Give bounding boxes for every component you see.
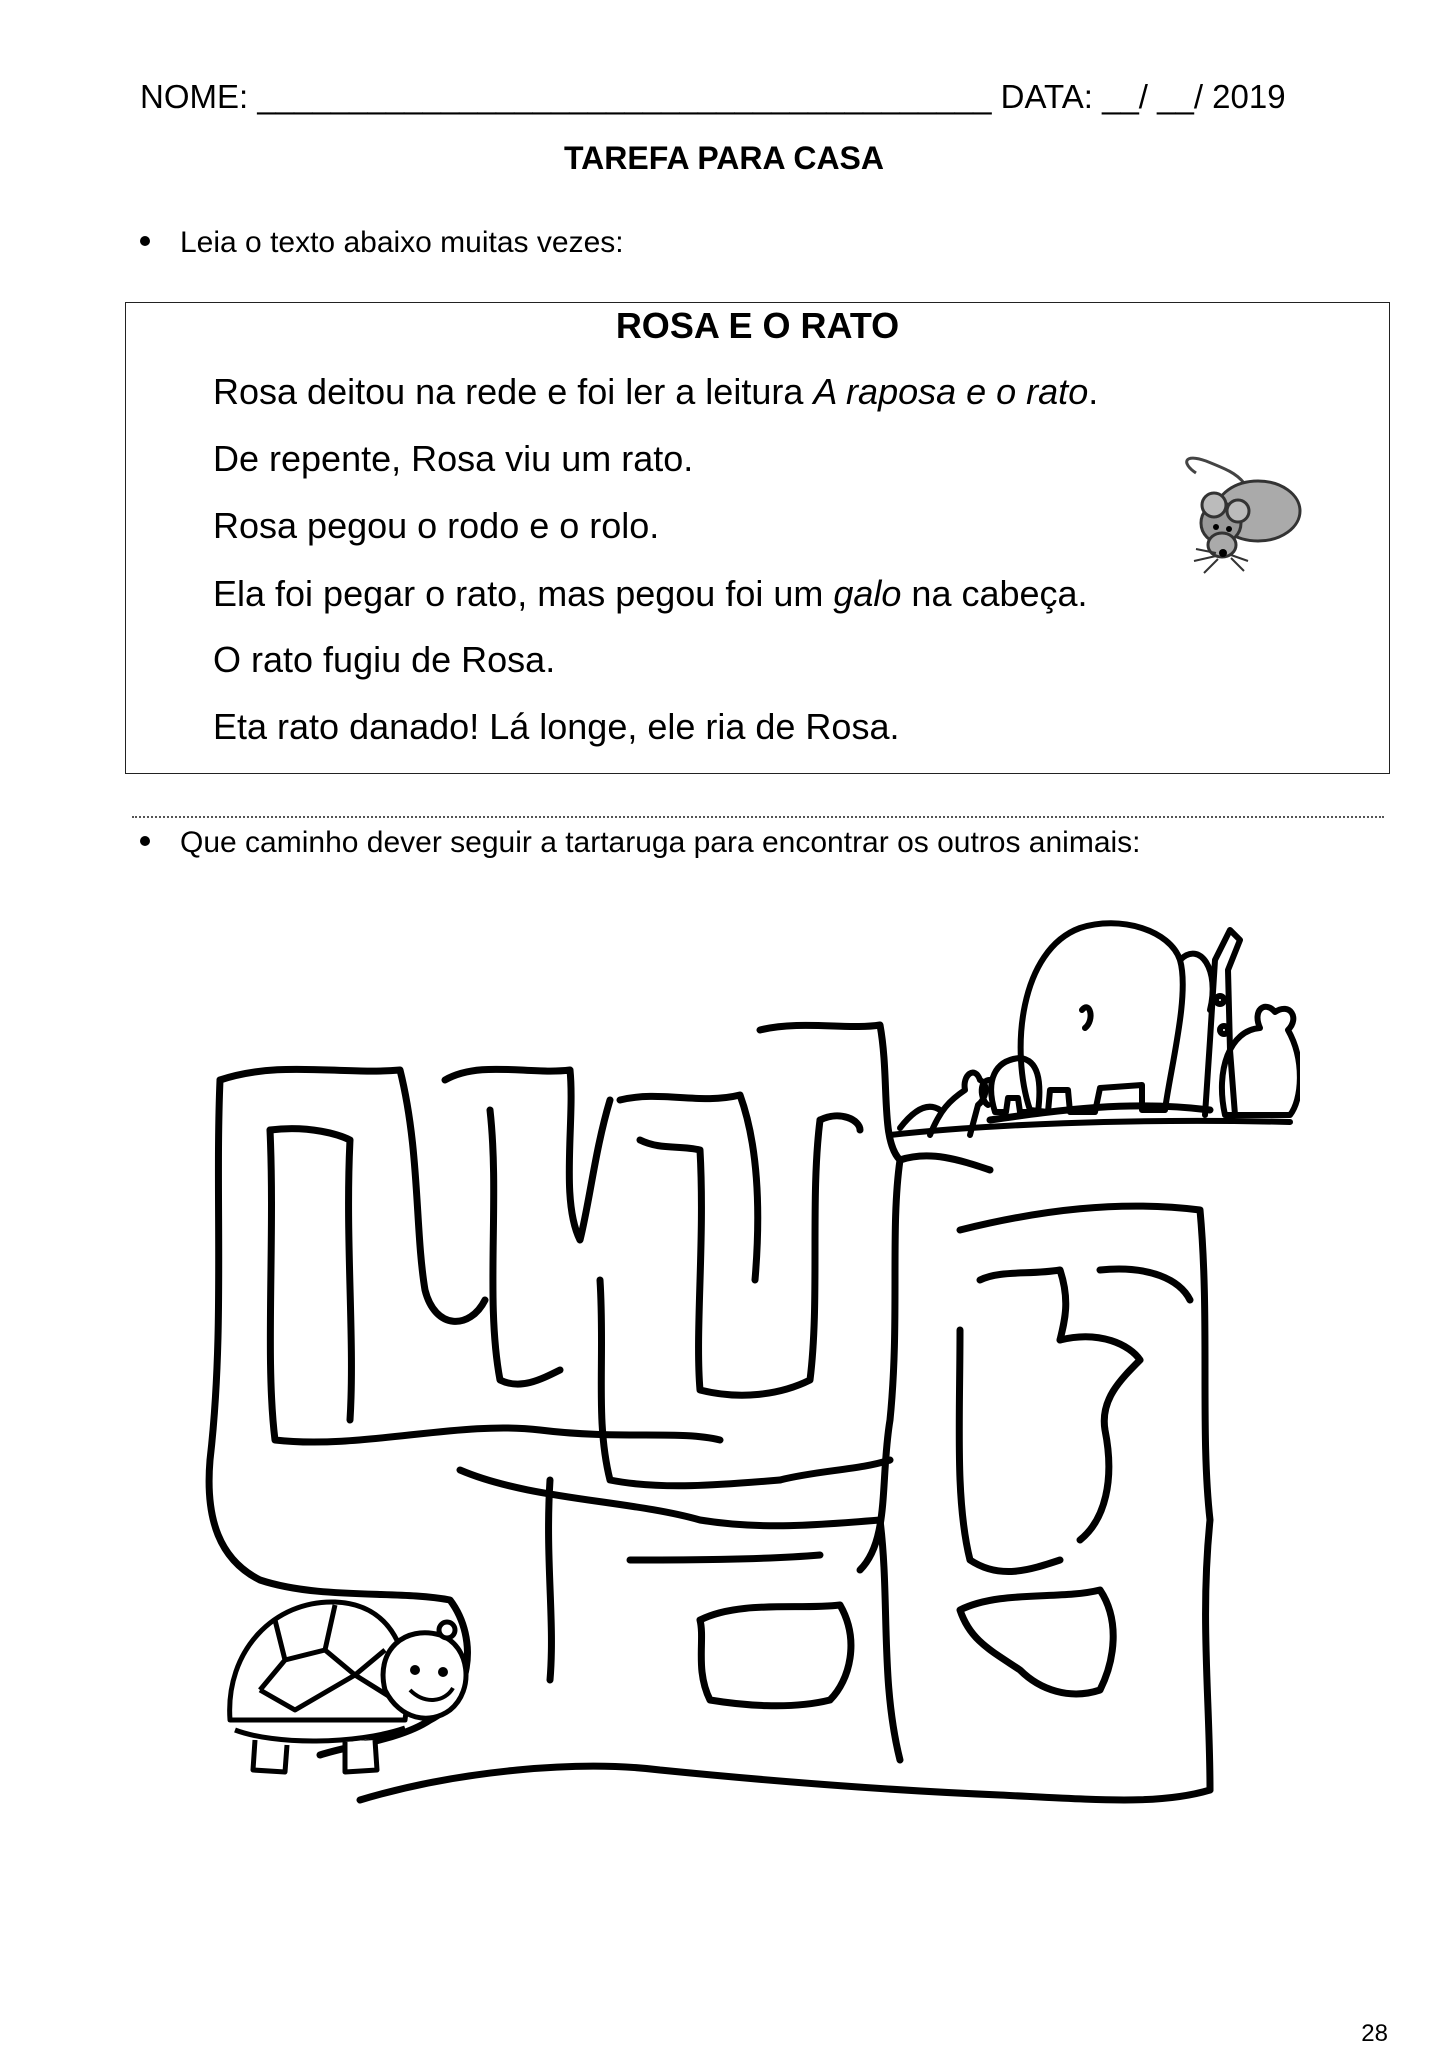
- story-line-4-end: na cabeça.: [901, 573, 1088, 614]
- story-line-1: [213, 371, 1098, 413]
- page-number: 28: [1361, 2020, 1388, 2047]
- mouse-icon: [1176, 453, 1306, 578]
- story-line-1-text: Rosa deitou na rede e foi ler a leitura: [213, 371, 814, 412]
- story-box: [125, 302, 1390, 774]
- story-line-4-italic: galo: [833, 573, 902, 614]
- instruction-read: [140, 226, 624, 260]
- story-line-5: O rato fugiu de Rosa.: [213, 639, 556, 680]
- turtle-icon: [215, 1580, 475, 1790]
- task-title: TAREFA PARA CASA: [564, 140, 884, 176]
- story-line-1-italic: A raposa e o rato: [813, 371, 1089, 412]
- date-label: DATA: __/ __/ 2019: [991, 78, 1286, 115]
- header-line: [140, 78, 1380, 116]
- bullet-icon: [140, 836, 150, 846]
- story-line-1-end: .: [1088, 371, 1099, 412]
- story-line-6: Eta rato danado! Lá longe, ele ria de Rosa.: [213, 706, 900, 747]
- bullet-icon: [140, 236, 150, 246]
- instruction-maze: [140, 826, 1141, 860]
- instruction-maze-text: Que caminho dever seguir a tartaruga para encontrar os outros animais:: [180, 826, 1141, 859]
- story-line-2: De repente, Rosa viu um rato.: [213, 438, 694, 479]
- name-label: NOME:: [140, 78, 258, 115]
- name-blank: ________________________________________: [257, 78, 992, 115]
- story-line-4: [213, 573, 1088, 615]
- story-line-3: Rosa pegou o rodo e o rolo.: [213, 505, 660, 546]
- story-title: ROSA E O RATO: [615, 305, 900, 346]
- instruction-read-text: Leia o texto abaixo muitas vezes:: [180, 226, 624, 259]
- story-line-4-text: Ela foi pegar o rato, mas pegou foi um: [213, 573, 834, 614]
- section-divider: [132, 816, 1384, 818]
